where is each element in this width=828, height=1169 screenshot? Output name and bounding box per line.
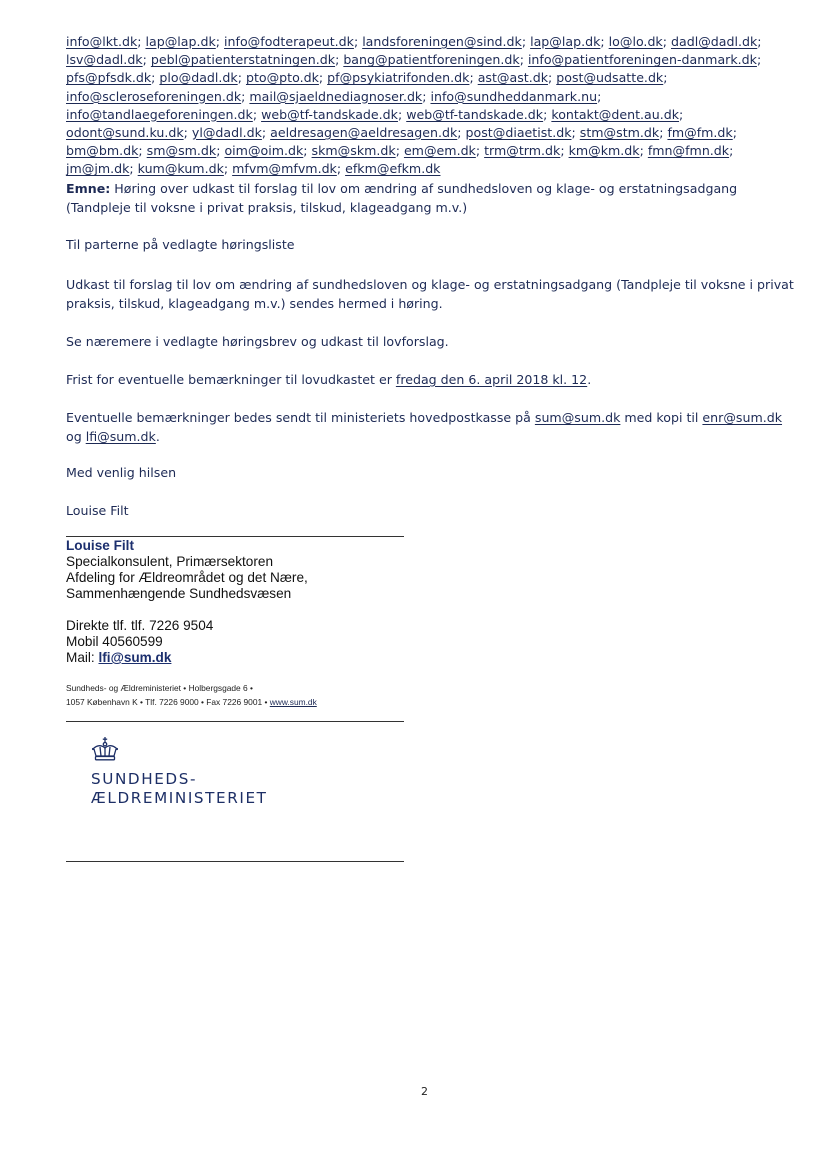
recipient-email-link[interactable]: pto@pto.dk: [245, 70, 319, 86]
recipient-email-link[interactable]: pf@psykiatrifonden.dk: [327, 70, 470, 86]
recipient-email-link[interactable]: em@em.dk: [403, 143, 476, 159]
recipient-email-link[interactable]: lap@lap.dk: [145, 34, 216, 49]
recipient-separator: ;: [335, 52, 344, 68]
recipient-separator: ;: [336, 161, 346, 177]
recipient-separator: ;: [318, 70, 328, 86]
recipient-separator: ;: [252, 106, 262, 122]
recipient-separator: ;: [639, 143, 648, 159]
signature-mail-row: [66, 650, 466, 666]
recipient-email-link[interactable]: fmn@fmn.dk: [647, 143, 730, 159]
recipient-separator: ;: [757, 34, 762, 49]
recipient-email-link[interactable]: info@tandlaegeforeningen.dk: [66, 106, 253, 122]
signature-name: Louise Filt: [66, 538, 134, 553]
recipient-separator: ;: [732, 125, 737, 141]
recipient-separator: ;: [469, 70, 478, 86]
recipient-separator: ;: [543, 106, 552, 122]
recipient-separator: ;: [519, 52, 528, 68]
recipient-email-link[interactable]: efkm@efkm.dk: [345, 161, 441, 177]
recipient-email-link[interactable]: info@scleroseforeningen.dk: [66, 88, 242, 104]
enr-mail-link[interactable]: enr@sum.dk: [702, 410, 783, 425]
sum-mail-link[interactable]: sum@sum.dk: [534, 410, 621, 425]
recipient-email-link[interactable]: web@tf-tandskade.dk: [406, 106, 544, 122]
deadline-date: fredag den 6. april 2018 kl. 12: [395, 372, 588, 387]
logo-line-1: SUNDHEDS-: [91, 770, 198, 788]
see-more-paragraph: Se næremere i vedlagte høringsbrev og udkast til lovforslag.: [66, 334, 449, 349]
deadline-suffix: .: [587, 372, 592, 387]
ministry-address: [66, 681, 426, 709]
recipient-separator: ;: [129, 161, 138, 177]
recipient-email-link[interactable]: kontakt@dent.au.dk: [551, 106, 680, 122]
recipient-email-link[interactable]: lo@lo.dk: [608, 34, 663, 49]
recipient-separator: ;: [237, 70, 246, 86]
recipient-email-link[interactable]: bm@bm.dk: [66, 143, 139, 159]
recipient-email-link[interactable]: web@tf-tandskade.dk: [261, 106, 398, 122]
recipient-separator: ;: [215, 34, 225, 49]
recipient-email-link[interactable]: bang@patientforeningen.dk: [343, 52, 520, 68]
recipient-separator: ;: [137, 34, 146, 49]
crown-icon: [90, 736, 120, 766]
recipient-separator: ;: [659, 125, 668, 141]
closing: Med venlig hilsen: [66, 465, 177, 480]
recipient-email-link[interactable]: kum@kum.dk: [137, 161, 224, 177]
recipient-email-link[interactable]: info@lkt.dk: [66, 34, 138, 49]
recipient-email-link[interactable]: trm@trm.dk: [484, 143, 561, 159]
recipient-separator: ;: [756, 52, 762, 68]
recipient-email-link[interactable]: plo@dadl.dk: [159, 70, 238, 86]
signature-block: [66, 538, 466, 666]
signature-divider-top: [66, 536, 404, 537]
recipient-separator: ;: [216, 143, 225, 159]
signature-mail-link[interactable]: lfi@sum.dk: [98, 650, 172, 665]
recipient-separator: ;: [353, 34, 363, 49]
email-subject: [66, 179, 796, 217]
subject-text: Høring over udkast til forslag til lov om ændring af sundhedsloven og klage- og erstatningsadgang (Tandpleje til voksne i privat praksis, tilskud, klageadgang m.v.): [66, 181, 738, 215]
recipient-separator: ;: [457, 125, 466, 141]
recipient-separator: ;: [142, 52, 151, 68]
recipient-email-link[interactable]: info@sundheddanmark.nu: [430, 88, 598, 104]
signature-mail-label: Mail:: [66, 650, 99, 665]
recipient-list: [66, 33, 796, 179]
recipient-separator: ;: [662, 34, 671, 49]
recipient-email-link[interactable]: dadl@dadl.dk: [670, 34, 758, 49]
recipient-email-link[interactable]: mfvm@mfvm.dk: [232, 161, 337, 177]
deadline-prefix: Frist for eventuelle bemærkninger til lovudkastet er: [66, 372, 396, 387]
subject-label: Emne:: [66, 181, 111, 196]
page-number: 2: [421, 1085, 428, 1098]
recipient-email-link[interactable]: sm@sm.dk: [146, 143, 217, 159]
recipient-email-link[interactable]: post@diaetist.dk: [465, 125, 572, 141]
recipient-separator: ;: [151, 70, 160, 86]
recipient-email-link[interactable]: yl@dadl.dk: [191, 125, 262, 141]
lfi-mail-link[interactable]: lfi@sum.dk: [85, 429, 156, 444]
recipient-separator: ;: [138, 143, 147, 159]
recipient-separator: ;: [600, 34, 609, 49]
logo-divider-bottom: [66, 861, 404, 862]
recipient-separator: ;: [548, 70, 557, 86]
recipient-email-link[interactable]: lsv@dadl.dk: [66, 52, 143, 68]
recipient-separator: ;: [475, 143, 485, 159]
address-line-2: [66, 695, 426, 709]
recipient-email-link[interactable]: pebl@patienterstatningen.dk: [150, 52, 336, 68]
recipient-separator: ;: [422, 88, 431, 104]
website-link[interactable]: www.sum.dk: [269, 697, 317, 707]
recipient-email-link[interactable]: info@patientforeningen-danmark.dk: [527, 52, 757, 68]
recipient-separator: ;: [183, 125, 192, 141]
address-line-2-text: 1057 København K • Tlf. 7226 9000 • Fax 7226 9001 •: [66, 697, 270, 707]
recipient-email-link[interactable]: landsforeningen@sind.dk: [362, 34, 522, 49]
signature-mobile: Mobil 40560599: [66, 634, 163, 649]
ministry-logo-text: [91, 770, 268, 808]
remarks-suffix: .: [155, 429, 160, 444]
recipient-email-link[interactable]: oim@oim.dk: [224, 143, 304, 159]
recipient-separator: ;: [663, 70, 668, 86]
recipient-separator: ;: [679, 106, 684, 122]
recipient-separator: ;: [223, 161, 233, 177]
greeting: Til parterne på vedlagte høringsliste: [66, 237, 295, 252]
remarks-and: og: [66, 429, 86, 444]
recipient-email-link[interactable]: pfs@pfsdk.dk: [66, 70, 152, 86]
sender-name: Louise Filt: [66, 503, 129, 518]
signature-unit: Sammenhængende Sundhedsvæsen: [66, 586, 292, 601]
recipient-email-link[interactable]: lap@lap.dk: [530, 34, 601, 49]
recipient-separator: ;: [560, 143, 569, 159]
recipient-separator: ;: [521, 34, 531, 49]
recipient-email-link[interactable]: fm@fm.dk: [667, 125, 733, 141]
recipient-separator: ;: [397, 106, 407, 122]
signature-title: Specialkonsulent, Primærsektoren: [66, 554, 274, 569]
recipient-separator: ;: [597, 88, 602, 104]
recipient-email-link[interactable]: info@fodterapeut.dk: [224, 34, 354, 49]
recipient-separator: ;: [303, 143, 312, 159]
recipient-separator: ;: [261, 125, 271, 141]
intro-paragraph: Udkast til forslag til lov om ændring af sundhedsloven og klage- og erstatningsadgang (Tandpleje til voksne i privat praksis, tilskud, klageadgang m.v.) sendes hermed i høring.: [66, 277, 794, 311]
recipient-email-link[interactable]: stm@stm.dk: [579, 125, 660, 141]
address-line-1: Sundheds- og Ældreministeriet • Holbergsgade 6 •: [66, 683, 253, 693]
recipient-email-link[interactable]: ast@ast.dk: [477, 70, 549, 86]
recipient-email-link[interactable]: aeldresagen@aeldresagen.dk: [270, 125, 458, 141]
recipient-email-link[interactable]: post@udsatte.dk: [556, 70, 664, 86]
recipient-separator: ;: [395, 143, 404, 159]
remarks-prefix: Eventuelle bemærkninger bedes sendt til ministeriets hovedpostkasse på: [66, 410, 535, 425]
signature-department: Afdeling for Ældreområdet og det Nære,: [66, 570, 308, 585]
recipient-separator: ;: [571, 125, 580, 141]
recipient-separator: ;: [241, 88, 250, 104]
remarks-paragraph: [66, 408, 796, 446]
logo-divider-top: [66, 721, 404, 722]
recipient-separator: ;: [729, 143, 734, 159]
logo-line-2: ÆLDREMINISTERIET: [91, 789, 268, 807]
signature-direct-phone: Direkte tlf. tlf. 7226 9504: [66, 618, 214, 633]
recipient-email-link[interactable]: km@km.dk: [568, 143, 640, 159]
recipient-email-link[interactable]: jm@jm.dk: [66, 161, 130, 177]
recipient-email-link[interactable]: mail@sjaeldnediagnoser.dk: [249, 88, 423, 104]
remarks-mid: med kopi til: [620, 410, 703, 425]
recipient-email-link[interactable]: skm@skm.dk: [311, 143, 396, 159]
recipient-email-link[interactable]: odont@sund.ku.dk: [66, 125, 184, 141]
deadline-paragraph: [66, 370, 796, 389]
